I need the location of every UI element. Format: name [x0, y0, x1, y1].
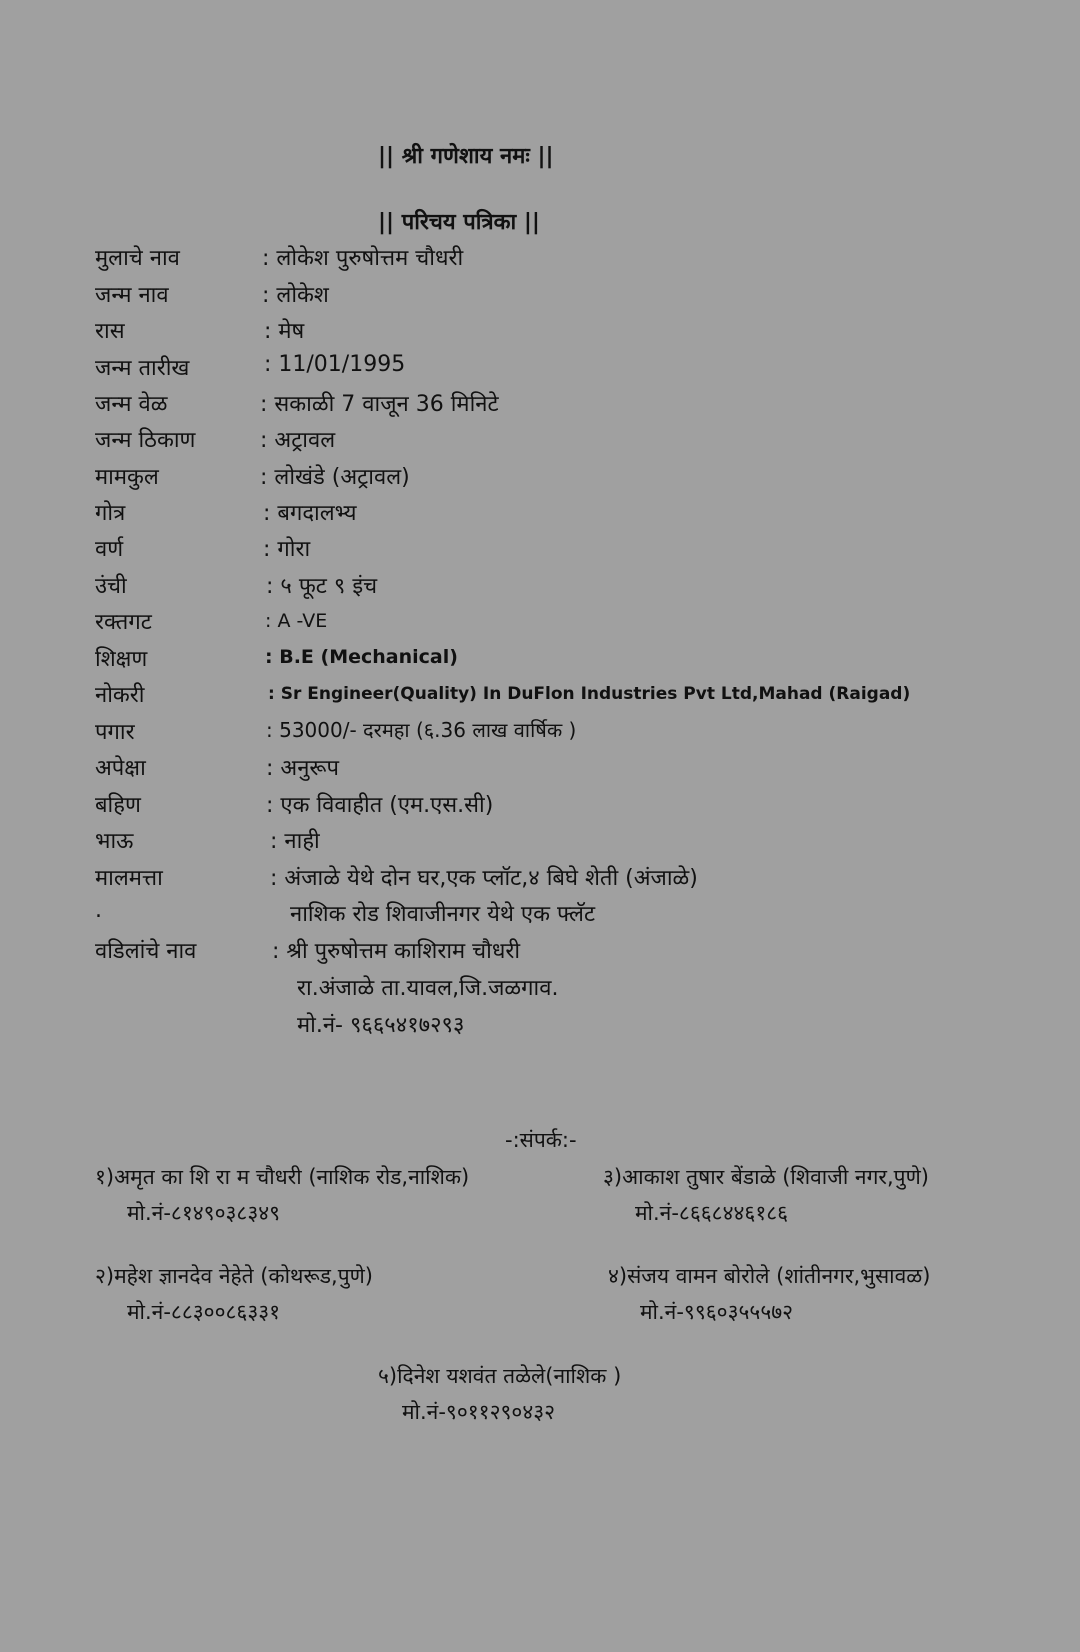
field-value: : एक विवाहीत (एम.एस.सी) [266, 793, 494, 818]
contact-entry [608, 1262, 930, 1326]
field-value: : लोखंडे (अट्रावल) [260, 465, 410, 490]
contact-entry [603, 1163, 929, 1227]
field-label: वर्ण [95, 537, 124, 562]
field-value: : सकाळी 7 वाजून 36 मिनिटे [260, 392, 499, 417]
field-label: भाऊ [95, 829, 134, 854]
contact-entry [95, 1163, 469, 1227]
contact-name: ५)दिनेश यशवंत तळेले(नाशिक ) [378, 1364, 622, 1388]
field-value: मो.नं- ९६६५४१७२९३ [297, 1013, 465, 1038]
field-value: : Sr Engineer(Quality) In DuFlon Industries Pvt Ltd,Mahad (Raigad) [268, 684, 911, 704]
field-label: मुलाचे नाव [95, 246, 180, 271]
contact-entry [378, 1362, 621, 1426]
contacts-heading: -:संपर्क:- [505, 1128, 577, 1152]
field-label: जन्म तारीख [95, 356, 190, 381]
invocation-heading: || श्री गणेशाय नमः || [378, 144, 554, 169]
contact-phone: मो.नं-९०११२९०४३२ [402, 1400, 556, 1424]
field-value: रा.अंजाळे ता.यावल,जि.जळगाव. [297, 976, 559, 1001]
field-label: वडिलांचे नाव [95, 939, 197, 964]
field-label: अपेक्षा [95, 756, 146, 781]
field-label: बहिण [95, 793, 141, 818]
field-label: जन्म ठिकाण [95, 428, 196, 453]
field-value: : लोकेश पुरुषोत्तम चौधरी [262, 246, 464, 271]
contact-phone: मो.नं-८१४९०३८३४९ [127, 1201, 281, 1225]
field-label: मालमत्ता [95, 866, 163, 891]
field-value: : बगदालभ्य [263, 501, 357, 526]
field-label: . [95, 898, 102, 923]
field-value: : नाही [270, 829, 320, 854]
field-label: नोकरी [95, 683, 145, 708]
field-value: : मेष [264, 319, 305, 344]
field-label: गोत्र [95, 501, 126, 526]
document-title: || परिचय पत्रिका || [378, 210, 540, 235]
field-label: रास [95, 319, 125, 344]
contact-name: ४)संजय वामन बोरोले (शांतीनगर,भुसावळ) [608, 1264, 931, 1288]
field-value: : A -VE [265, 610, 328, 632]
field-value: : श्री पुरुषोत्तम काशिराम चौधरी [272, 939, 521, 964]
field-label: जन्म वेळ [95, 392, 168, 417]
field-value: : अनुरूप [266, 756, 340, 781]
contact-phone: मो.नं-९९६०३५५५७२ [640, 1300, 794, 1324]
field-value: : लोकेश [262, 283, 329, 308]
field-value: नाशिक रोड शिवाजीनगर येथे एक फ्लॅट [290, 902, 596, 927]
field-label: रक्तगट [95, 610, 152, 635]
field-value: : 53000/- दरमहा (६.36 लाख वार्षिक ) [266, 718, 577, 742]
field-value: : 11/01/1995 [264, 352, 406, 377]
field-label: पगार [95, 720, 135, 745]
field-label: शिक्षण [95, 647, 148, 672]
field-label: जन्म नाव [95, 283, 169, 308]
field-value: : अंजाळे येथे दोन घर,एक प्लॉट,४ बिघे शेती (अंजाळे) [270, 866, 698, 891]
field-value: : B.E (Mechanical) [265, 646, 458, 668]
contact-name: ३)आकाश तुषार बेंडाळे (शिवाजी नगर,पुणे) [603, 1165, 929, 1189]
contact-phone: मो.नं-८८३००८६३३१ [127, 1300, 281, 1324]
field-value: : ५ फूट ९ इंच [266, 574, 378, 599]
field-value: : गोरा [263, 537, 311, 562]
contact-phone: मो.नं-८६६८४४६१८६ [635, 1201, 789, 1225]
field-label: उंची [95, 574, 127, 599]
contact-name: १)अमृत का शि रा म चौधरी (नाशिक रोड,नाशिक) [95, 1165, 470, 1189]
field-value: : अट्रावल [260, 428, 336, 453]
contact-name: २)महेश ज्ञानदेव नेहेते (कोथरूड,पुणे) [95, 1264, 373, 1288]
contact-entry [95, 1262, 373, 1326]
field-label: मामकुल [95, 465, 159, 490]
